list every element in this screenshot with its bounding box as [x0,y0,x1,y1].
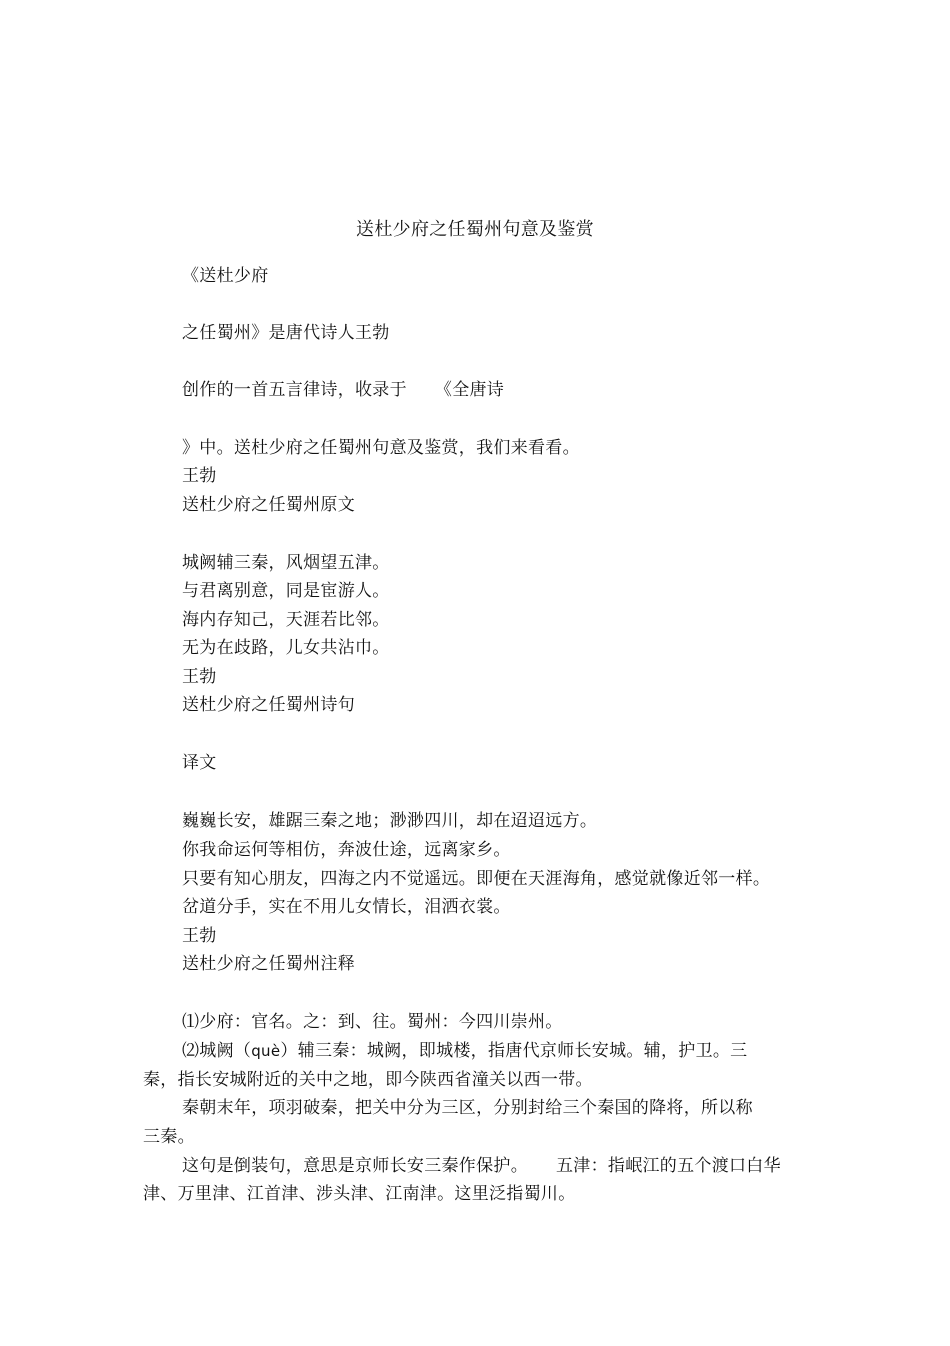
note-text: ⑵城阙（ [182,1041,252,1061]
note-line [182,1040,747,1062]
document-title: 送杜少府之任蜀州句意及鉴赏 [356,219,594,240]
note-line: 秦朝末年，项羽破秦，把关中分为三区，分别封给三个秦国的降将，所以称 [182,1098,753,1118]
translation-line: 只要有知心朋友，四海之内不觉遥远。即便在天涯海角，感觉就像近邻一样。 [182,869,771,889]
translation-line: 岔道分手，实在不用儿女情长，泪洒衣裳。 [182,897,511,917]
intro-line: 《送杜少府 [182,266,269,286]
poem-line: 无为在歧路，儿女共沾巾。 [182,638,390,658]
section-heading: 送杜少府之任蜀州原文 [182,495,355,515]
note-text: 这句是倒装句，意思是京师长安三秦作保护。 [182,1156,528,1176]
note-text: ）辅三秦：城阙，即城楼，指唐代京师长安城。辅，护卫。三 [280,1041,748,1061]
section-heading: 送杜少府之任蜀州诗句 [182,695,355,715]
intro-text: 《全唐诗 [434,380,505,400]
note-line: ⑴少府：官名。之：到、往。蜀州：今四川崇州。 [182,1012,563,1032]
poem-line: 城阙辅三秦，风烟望五津。 [182,553,390,573]
note-line: 秦，指长安城附近的关中之地，即今陕西省潼关以西一带。 [143,1070,593,1090]
intro-line: 》中。送杜少府之任蜀州句意及鉴赏，我们来看看。 [182,438,580,458]
intro-text: 创作的一首五言律诗，收录于 [182,380,407,400]
section-heading: 送杜少府之任蜀州注释 [182,954,355,974]
intro-line [182,379,504,401]
translation-line: 巍巍长安，雄踞三秦之地；渺渺四川，却在迢迢远方。 [182,811,598,831]
poem-line: 海内存知己，天涯若比邻。 [182,610,390,630]
note-line: 三秦。 [143,1127,195,1147]
section-subheading: 译文 [182,753,217,773]
note-line: 津、万里津、江首津、涉头津、江南津。这里泛指蜀川。 [143,1184,576,1204]
pinyin-text: què [251,1042,281,1060]
note-line [182,1155,781,1177]
translation-line: 你我命运何等相仿，奔波仕途，远离家乡。 [182,840,511,860]
author-name: 王勃 [182,667,217,687]
intro-line: 之任蜀州》是唐代诗人王勃 [182,323,390,343]
note-text: 五津：指岷江的五个渡口白华 [556,1156,781,1176]
author-name: 王勃 [182,466,217,486]
author-name: 王勃 [182,926,217,946]
poem-line: 与君离别意，同是宦游人。 [182,581,390,601]
